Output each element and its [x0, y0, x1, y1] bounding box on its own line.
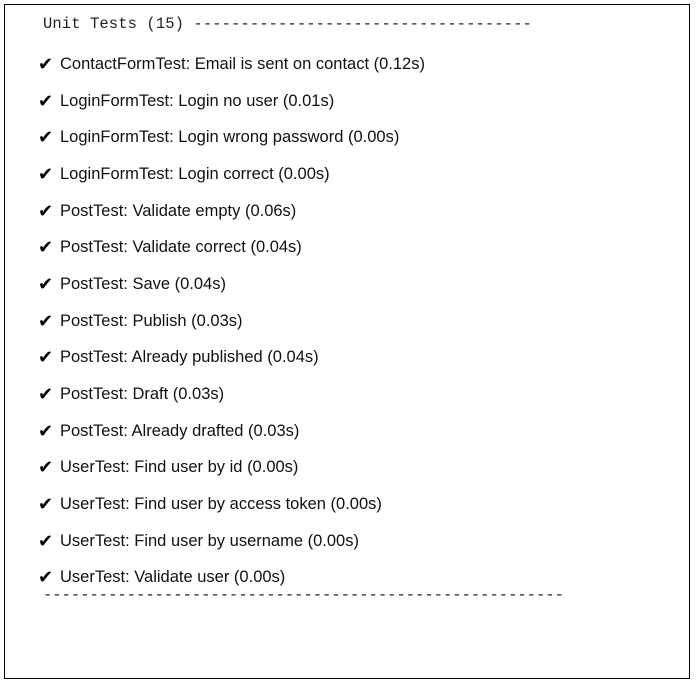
- test-result-label: LoginFormTest: Login correct (0.00s): [60, 164, 330, 183]
- test-result-label: PostTest: Save (0.04s): [60, 274, 226, 293]
- check-icon: ✔: [38, 420, 54, 442]
- test-result-item: [38, 486, 425, 523]
- test-result-label: PostTest: Validate empty (0.06s): [60, 201, 297, 220]
- test-result-label: UserTest: Validate user (0.00s): [60, 568, 286, 587]
- check-icon: ✔: [38, 384, 54, 406]
- check-icon: ✔: [38, 163, 54, 185]
- check-icon: ✔: [38, 567, 54, 589]
- check-icon: ✔: [38, 530, 54, 552]
- test-results-list: [38, 46, 425, 596]
- unit-tests-header: Unit Tests (15) ------------------------------------: [43, 15, 532, 33]
- test-result-label: ContactFormTest: Email is sent on contact (0.12s): [60, 54, 425, 73]
- footer-divider: --------------------------------------------------------: [43, 586, 564, 604]
- test-result-label: UserTest: Find user by username (0.00s): [60, 531, 359, 550]
- check-icon: ✔: [38, 494, 54, 516]
- test-result-item: [38, 46, 425, 83]
- test-result-item: [38, 376, 425, 413]
- check-icon: ✔: [38, 127, 54, 149]
- test-result-item: [38, 156, 425, 193]
- test-result-item: [38, 83, 425, 120]
- check-icon: ✔: [38, 53, 54, 75]
- test-result-item: [38, 193, 425, 230]
- check-icon: ✔: [38, 310, 54, 332]
- check-icon: ✔: [38, 200, 54, 222]
- test-result-label: LoginFormTest: Login wrong password (0.00s): [60, 128, 400, 147]
- test-result-item: [38, 413, 425, 450]
- test-result-item: [38, 303, 425, 340]
- test-result-label: PostTest: Already drafted (0.03s): [60, 421, 300, 440]
- test-result-item: [38, 119, 425, 156]
- test-result-item: [38, 229, 425, 266]
- test-result-label: UserTest: Find user by access token (0.00s): [60, 495, 382, 514]
- test-result-label: PostTest: Draft (0.03s): [60, 385, 225, 404]
- test-result-item: [38, 450, 425, 487]
- test-result-label: LoginFormTest: Login no user (0.01s): [60, 91, 335, 110]
- check-icon: ✔: [38, 273, 54, 295]
- test-result-item: [38, 523, 425, 560]
- check-icon: ✔: [38, 457, 54, 479]
- check-icon: ✔: [38, 237, 54, 259]
- test-result-item: [38, 266, 425, 303]
- check-icon: ✔: [38, 90, 54, 112]
- test-result-item: [38, 340, 425, 377]
- test-result-label: PostTest: Validate correct (0.04s): [60, 238, 302, 257]
- test-result-label: UserTest: Find user by id (0.00s): [60, 458, 299, 477]
- check-icon: ✔: [38, 347, 54, 369]
- test-result-label: PostTest: Publish (0.03s): [60, 311, 243, 330]
- test-output-panel: [4, 4, 690, 679]
- test-result-label: PostTest: Already published (0.04s): [60, 348, 319, 367]
